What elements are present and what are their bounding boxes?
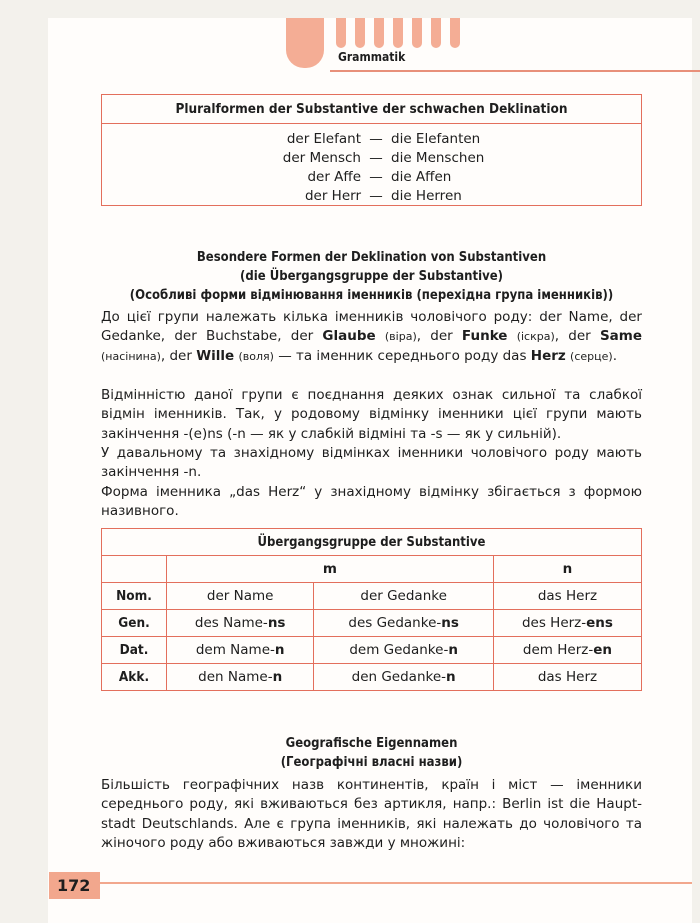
plural-box-title: Pluralformen der Substantive der schwachen Deklination: [102, 95, 641, 124]
table-cell: das Herz: [493, 664, 641, 691]
table-cell: des Gedanke-ns: [314, 610, 494, 637]
decorative-tab: [286, 18, 324, 68]
gloss: (насінина): [101, 349, 161, 363]
plural-form: die Herren: [391, 188, 462, 204]
paragraph: Форма іменника „das Herz“ у знахідному відмінку збігається з формою називного.: [101, 484, 642, 520]
singular-form: der Elefant: [286, 131, 361, 147]
table-cell: den Name-n: [167, 664, 314, 691]
paragraph: Відмінністю даної групи є поєднання деяких ознак сильної та слабкої відмін іменників. Так, у родовому відмінку іменники цієї групи мають закінчення -(e)ns (-n — як у слабкій відміні та -s — як у сильній).: [101, 387, 642, 442]
singular-form: der Affe: [307, 169, 361, 185]
table-row: [102, 610, 642, 637]
section-heading: [101, 248, 642, 305]
plural-forms-box: [101, 94, 642, 206]
singular-form: der Herr: [304, 188, 361, 204]
plural-pair: [102, 168, 641, 187]
dash: —: [369, 188, 383, 204]
text: , der: [160, 347, 197, 364]
section-heading: [101, 734, 642, 772]
heading-line-uk: (Географічні власні назви): [280, 755, 463, 770]
text: До цієї групи належать кілька іменників чоловічого роду: der Name, der Gedanke, der Buchstabe, der: [101, 309, 642, 345]
case-label: Gen.: [102, 610, 167, 637]
text: .: [612, 347, 617, 364]
paragraph: Більшість географічних назв континентів, країн і міст — іменники середнього роду, які вживаються без артикля, напр.: Berlin ist die Haupt-stadt Deutschlands. Але є група іменників, які належать до чоловічого та жіночого роду або вживаються завжди у множині:: [101, 777, 642, 852]
gloss: (серце): [570, 349, 613, 363]
table-row: [102, 637, 642, 664]
keyword: Wille: [196, 347, 235, 364]
plural-pair: [102, 130, 641, 149]
paragraph: У давальному та знахідному відмінках іменники чоловічого роду мають закінчення -n.: [101, 445, 642, 481]
empty-cell: [102, 556, 167, 583]
case-label: Akk.: [102, 664, 167, 691]
table-cell: das Herz: [493, 583, 641, 610]
table-cell: der Name: [167, 583, 314, 610]
table-cell: den Gedanke-n: [314, 664, 494, 691]
gender-header-n: n: [493, 556, 641, 583]
table-title: Übergangsgruppe der Substantive: [102, 529, 642, 556]
table-cell: der Gedanke: [314, 583, 494, 610]
section-header: Grammatik: [338, 50, 406, 64]
text: , der: [554, 328, 600, 345]
plural-form: die Menschen: [391, 150, 485, 166]
dash: —: [369, 150, 383, 166]
gender-header-m: m: [167, 556, 494, 583]
header-divider: [330, 70, 700, 72]
plural-pair: [102, 187, 641, 206]
gloss: (віра): [384, 330, 417, 344]
table-cell: dem Herz-en: [493, 637, 641, 664]
gloss: (іскра): [516, 330, 555, 344]
dash: —: [369, 169, 383, 185]
plural-pair: [102, 149, 641, 168]
plural-pairs-list: [102, 124, 641, 206]
declension-table: [101, 528, 642, 691]
heading-line: Geografische Eigennamen: [285, 736, 458, 751]
keyword: Funke: [461, 328, 508, 345]
text: — та іменник середнього роду das: [273, 347, 531, 364]
keyword: Herz: [530, 347, 566, 364]
table-row: [102, 583, 642, 610]
table-cell: des Name-ns: [167, 610, 314, 637]
case-label: Nom.: [102, 583, 167, 610]
table-cell: dem Name-n: [167, 637, 314, 664]
singular-form: der Mensch: [282, 150, 361, 166]
heading-line: (die Übergangsgruppe der Substantive): [240, 269, 503, 284]
table-row: [102, 664, 642, 691]
dash: —: [369, 131, 383, 147]
text: , der: [416, 328, 462, 345]
footer-divider: [100, 882, 692, 884]
table-cell: des Herz-ens: [493, 610, 641, 637]
gloss: (воля): [238, 349, 274, 363]
case-label: Dat.: [102, 637, 167, 664]
paragraph: [101, 308, 642, 366]
page-number: 172: [49, 872, 100, 899]
plural-form: die Elefanten: [391, 131, 481, 147]
keyword: Same: [599, 328, 642, 345]
keyword: Glaube: [322, 328, 376, 345]
heading-line-uk: (Особливі форми відмінювання іменників (перехідна група іменників)): [129, 288, 614, 303]
heading-line: Besondere Formen der Deklination von Substantiven: [196, 250, 547, 265]
table-cell: dem Gedanke-n: [314, 637, 494, 664]
plural-form: die Affen: [391, 169, 452, 185]
decorative-stripes: [336, 18, 460, 48]
